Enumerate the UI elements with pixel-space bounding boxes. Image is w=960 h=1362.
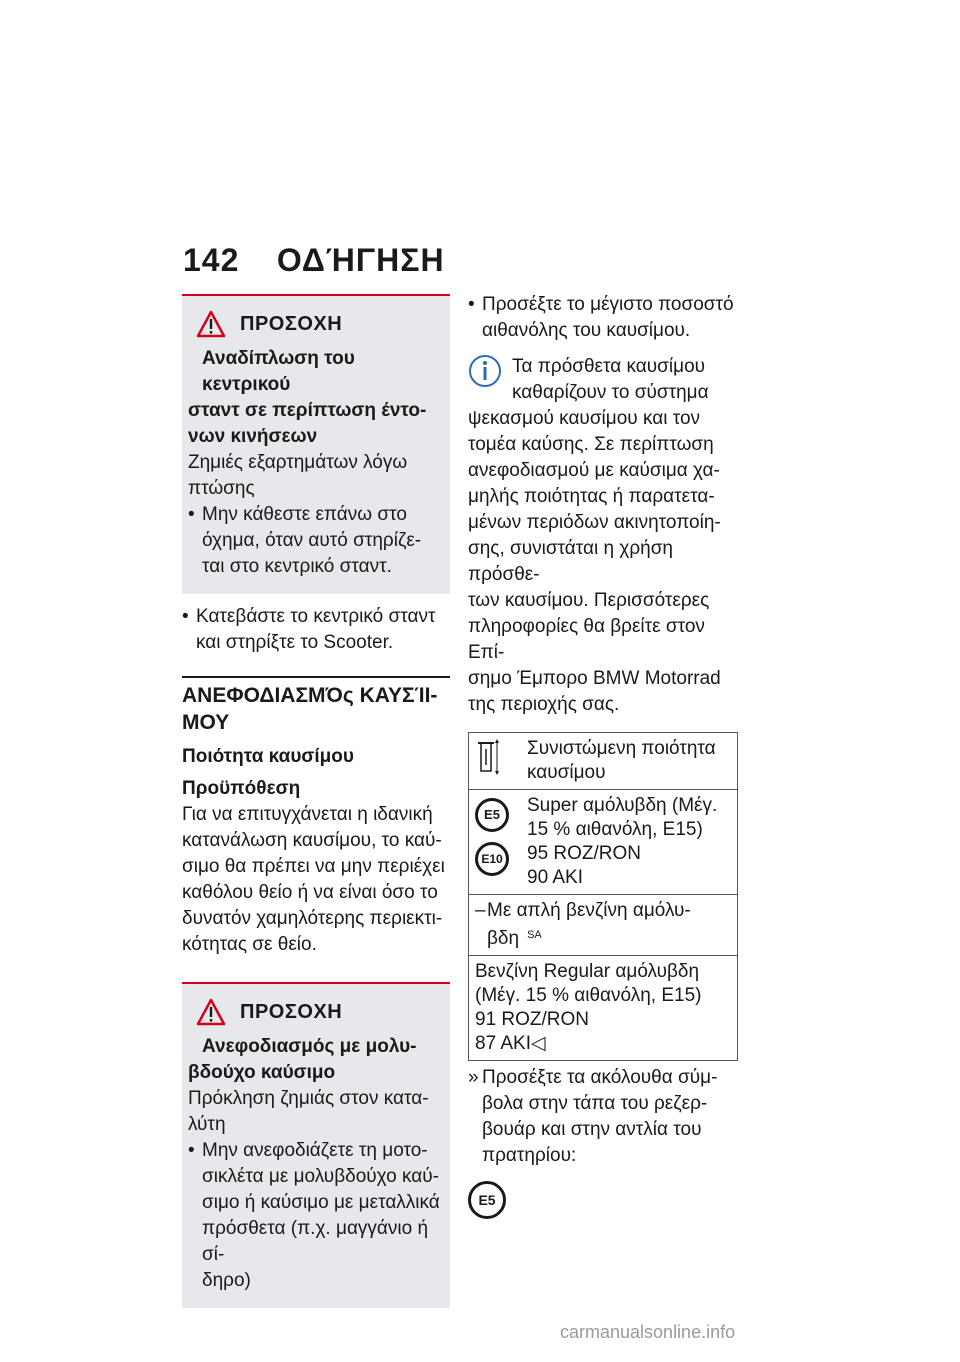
- table-cell: [521, 733, 738, 790]
- step-line: και στηρίξτε το Scooter.: [196, 632, 394, 653]
- table-cell: [469, 733, 522, 790]
- warning-bullet: [188, 1138, 442, 1294]
- arrow-marker: »: [468, 1067, 479, 1088]
- warning-heading-line: νων κινήσεων: [188, 426, 318, 447]
- final-step: [468, 1065, 738, 1169]
- ethanol-note-line: αιθανόλης του καυσίμου.: [482, 320, 691, 341]
- precondition-text: [182, 802, 450, 958]
- warning-bullet-line: δηρο): [202, 1270, 251, 1291]
- page-number: 142: [183, 242, 240, 278]
- info-icon-wrap: [468, 354, 512, 406]
- precondition-label: Προϋπόθεση: [182, 778, 301, 799]
- super-fuel-line: 90 AKI: [527, 867, 583, 888]
- warning-bullet: [188, 502, 442, 580]
- sa-label: SA: [527, 929, 542, 941]
- ethanol-note-line: Προσέξτε το μέγιστο ποσοστό: [482, 294, 734, 315]
- fuel-pump-nozzle-icon: [475, 737, 503, 777]
- warning-box-center-stand: [182, 294, 450, 594]
- super-fuel-line: Super αμόλυβδη (Μέγ.: [527, 795, 718, 816]
- regular-note-line: Με απλή βενζίνη αμόλυ-: [487, 900, 691, 921]
- warning-bullet-line: σιμο ή καύσιμο με μεταλλικά: [202, 1192, 440, 1213]
- step-lower-stand: [182, 604, 450, 656]
- section-heading-line: ΑΝΕΦΟΔΙΑΣΜΌς ΚΑΥΣΊΙ-: [182, 684, 438, 707]
- info-line: ανεφοδιασμού με καύσιμα χα-: [468, 460, 720, 481]
- dash-marker: –: [475, 900, 486, 921]
- super-fuel-line: 95 ROZ/RON: [527, 843, 642, 864]
- fuel-quality-table: [468, 732, 738, 1061]
- warning-bullet-line: Μην ανεφοδιάζετε τη μοτο-: [202, 1140, 428, 1161]
- e5-badge-icon: E5: [468, 1181, 506, 1219]
- info-line: των καυσίμου. Περισσότερες: [468, 590, 710, 611]
- section-heading: [182, 682, 450, 736]
- info-line: καθαρίζουν το σύστημα: [512, 382, 709, 403]
- bullet-dot-icon: •: [182, 606, 189, 627]
- precondition-line: σιμο θα πρέπει να μην περιέχει: [182, 856, 445, 877]
- table-cell: [521, 790, 738, 895]
- subheading-fuel-quality: Ποιότητα καυσίμου: [182, 746, 354, 767]
- table-cell: [469, 895, 738, 956]
- warning-text-line: Πρόκληση ζημιάς στον κατα-: [188, 1088, 429, 1109]
- watermark: carmanualsonline.info: [560, 1322, 736, 1342]
- warning-text-line: πτώσης: [188, 478, 255, 499]
- final-line: πρατηρίου:: [482, 1145, 577, 1166]
- e10-badge-icon: E10: [475, 842, 509, 876]
- precondition-line: κότητας σε θείο.: [182, 934, 317, 955]
- info-text: [468, 406, 738, 718]
- warning-header: [188, 310, 442, 338]
- warning-bullet-line: όχημα, όταν αυτό στηρίζε-: [202, 530, 422, 551]
- info-line: μηλής ποιότητας ή παρατετα-: [468, 486, 715, 507]
- warning-text-line: Ζημιές εξαρτημάτων λόγω: [188, 452, 408, 473]
- warning-box-leaded-fuel: [182, 982, 450, 1308]
- info-line: της περιοχής σας.: [468, 694, 620, 715]
- warning-text-line: λύτη: [188, 1114, 226, 1135]
- warning-triangle-icon: [196, 998, 226, 1026]
- e5-badge-icon: E5: [475, 798, 509, 832]
- warning-heading-line: Αναδίπλωση του κεντρικού: [202, 348, 355, 395]
- precondition-line: δυνατόν χαμηλότερης περιεκτι-: [182, 908, 443, 929]
- section-divider: [182, 676, 450, 678]
- right-column: [468, 292, 738, 1219]
- warning-bullet-line: Μην κάθεστε επάνω στο: [202, 504, 407, 525]
- page-title: ΟΔΉΓΗΣΗ: [276, 242, 445, 278]
- left-column: [182, 294, 450, 1308]
- bullet-dot-icon: •: [188, 504, 195, 525]
- info-line: σης, συνιστάται η χρήση πρόσθε-: [468, 538, 674, 585]
- ethanol-note: [468, 292, 738, 344]
- super-fuel-line: 15 % αιθανόλη, E15): [527, 819, 703, 840]
- table-header-line: καυσίμου: [527, 762, 606, 783]
- section-heading-line: ΜΟΥ: [182, 711, 230, 734]
- info-line: τομέα καύσης. Σε περίπτωση: [468, 434, 714, 455]
- info-icon: [468, 354, 502, 394]
- warning-bullet-line: ται στο κεντρικό σταντ.: [202, 556, 392, 577]
- precondition-line: Για να επιτυγχάνεται η ιδανική: [182, 804, 433, 825]
- precondition-line: κατανάλωση καυσίμου, το καύ-: [182, 830, 442, 851]
- info-line: μένων περιόδων ακινητοποίη-: [468, 512, 721, 533]
- regular-fuel-line: Βενζίνη Regular αμόλυβδη: [475, 961, 700, 982]
- final-badge-wrap: [468, 1181, 738, 1219]
- warning-heading-line: βδούχο καύσιμο: [188, 1062, 336, 1083]
- warning-heading: [188, 346, 442, 450]
- table-row: [469, 895, 738, 956]
- warning-triangle-icon: [196, 310, 226, 338]
- table-row: [469, 956, 738, 1061]
- info-note-additives: [468, 354, 738, 406]
- warning-label: ΠΡΟΣΟΧΗ: [240, 313, 343, 335]
- info-line: ψεκασμού καυσίμου και τον: [468, 408, 701, 429]
- info-line: πληροφορίες θα βρείτε στον Επί-: [468, 616, 705, 663]
- final-line: βολα στην τάπα του ρεζερ-: [482, 1093, 708, 1114]
- regular-note-line: βδη: [487, 928, 520, 949]
- page-header: [183, 242, 445, 279]
- warning-heading-line: Ανεφοδιασμός με μολυ-: [202, 1036, 417, 1057]
- info-line: Τα πρόσθετα καυσίμου: [512, 356, 706, 377]
- regular-fuel-line: 91 ROZ/RON: [475, 1009, 590, 1030]
- warning-text: [188, 450, 442, 502]
- info-line: σημο Έμπορο BMW Motorrad: [468, 668, 721, 689]
- table-cell: [469, 956, 738, 1061]
- info-text-head: [512, 354, 709, 406]
- bullet-dot-icon: •: [468, 294, 475, 315]
- warning-heading: [188, 1034, 442, 1086]
- table-cell: [469, 790, 522, 895]
- final-line: Προσέξτε τα ακόλουθα σύμ-: [482, 1067, 718, 1088]
- table-row: [469, 733, 738, 790]
- final-line: βουάρ και στην αντλία του: [482, 1119, 702, 1140]
- bullet-dot-icon: •: [188, 1140, 195, 1161]
- warning-bullet-line: πρόσθετα (π.χ. μαγγάνιο ή σί-: [202, 1218, 429, 1265]
- regular-fuel-line: (Μέγ. 15 % αιθανόλη, E15): [475, 985, 702, 1006]
- warning-header: [188, 998, 442, 1026]
- warning-bullet-line: σικλέτα με μολυβδούχο καύ-: [202, 1166, 439, 1187]
- warning-text: [188, 1086, 442, 1138]
- table-header-line: Συνιστώμενη ποιότητα: [527, 738, 716, 759]
- warning-heading-line: σταντ σε περίπτωση έντο-: [188, 400, 427, 421]
- table-row: [469, 790, 738, 895]
- warning-label: ΠΡΟΣΟΧΗ: [240, 1001, 343, 1023]
- precondition-line: καθόλου θείο ή να είναι όσο το: [182, 882, 438, 903]
- regular-fuel-line: 87 AKI◁: [475, 1033, 546, 1054]
- step-line: Κατεβάστε το κεντρικό σταντ: [196, 606, 436, 627]
